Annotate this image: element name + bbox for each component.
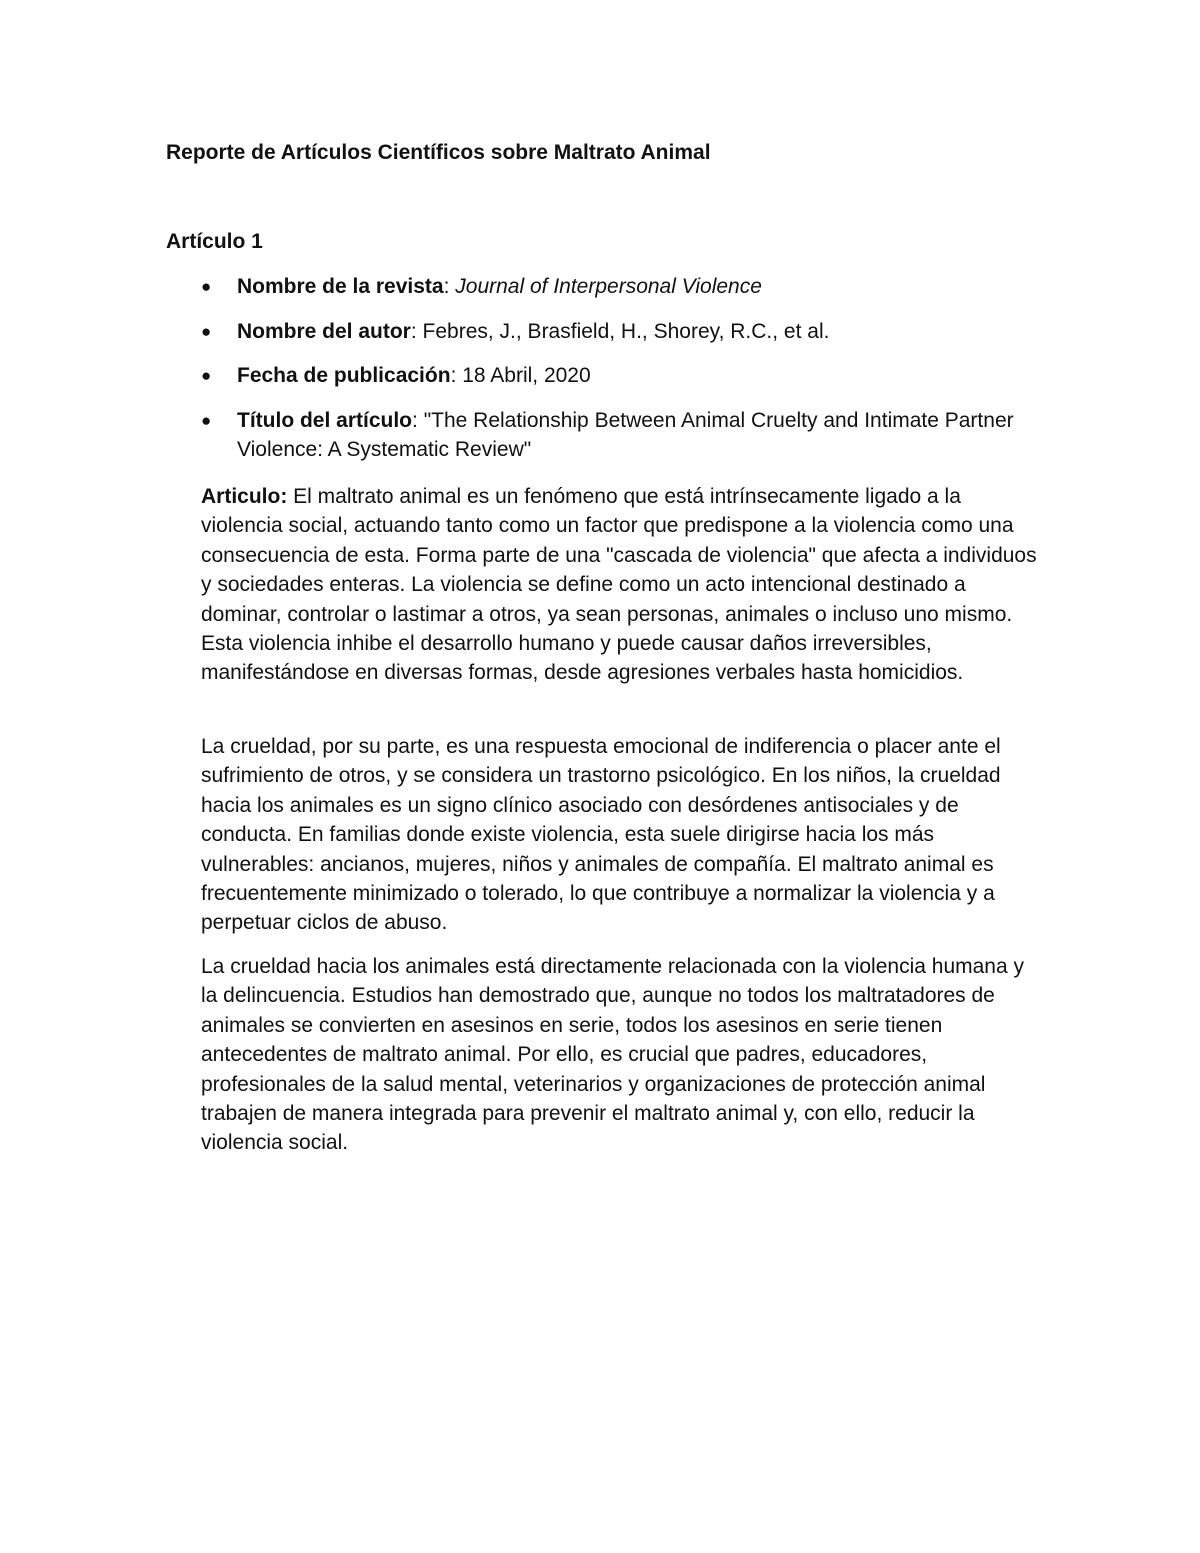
metadata-item-journal [200,272,1040,302]
bullet-icon: ● [201,321,212,341]
date-separator: : [450,364,463,387]
section-heading: Artículo 1 [166,230,263,253]
article-paragraph-3: La crueldad hacia los animales está directamente relacionada con la violencia humana y la delincuencia. Estudios han demostrado que, aunque no todos los maltratadores de animales se convierten en asesinos en serie, todos los asesinos en serie tienen antecedentes de maltrato animal. Por ello, es crucial que padres, educadores, profesionales de la salud mental, veterinarios y organizaciones de protección animal trabajen de manera integrada para prevenir el maltrato animal y, con ello, reducir la violencia social. [201,955,1024,1155]
metadata-item-author [200,317,1040,347]
author-separator: : [410,319,423,343]
article-body-label: Articulo: [201,485,288,508]
article-title-label: Título del artículo [237,408,413,432]
date-value: 18 Abril, 2020 [462,364,591,387]
article-paragraph-1-text: El maltrato animal es un fenómeno que está intrínsecamente ligado a la violencia social, actuando tanto como un factor que predispone a la violencia como una consecuencia de esta. Forma parte de una "cascada de violencia" que afecta a individuos y sociedades enteras. La violencia se define como un acto intencional destinado a dominar, controlar o lastimar a otros, ya sean personas, animales o incluso uno mismo. Esta violencia inhibe el desarrollo humano y puede causar daños irreversibles, manifestándose en diversas formas, desde agresiones verbales hasta homicidios. [201,485,1037,685]
author-label: Nombre del autor [237,319,411,343]
metadata-item-title [200,406,1040,465]
document-title: Reporte de Artículos Científicos sobre Maltrato Animal [166,141,711,164]
journal-separator: : [443,275,456,298]
journal-label: Nombre de la revista [237,275,444,298]
bullet-icon: ● [201,366,212,385]
article-metadata-list [200,272,1040,480]
article-paragraph-1 [201,482,1041,688]
article-title-value: "The Relationship Between Animal Cruelty and Intimate Partner Violence: A Systematic Review" [237,408,1014,461]
article-paragraph-2: La crueldad, por su parte, es una respuesta emocional de indiferencia o placer ante el sufrimiento de otros, y se considera un trastorno psicológico. En los niños, la crueldad hacia los animales es un signo clínico asociado con desórdenes antisociales y de conducta. En familias donde existe violencia, esta suele dirigirse hacia los más vulnerables: ancianos, mujeres, niños y animales de compañía. El maltrato animal es frecuentemente minimizado o tolerado, lo que contribuye a normalizar la violencia y a perpetuar ciclos de abuso. [201,735,1001,935]
journal-value: Journal of Interpersonal Violence [455,275,762,298]
metadata-item-date [200,361,1040,391]
date-label: Fecha de publicación [237,364,451,387]
bullet-icon: ● [201,410,212,430]
author-value: Febres, J., Brasfield, H., Shorey, R.C., et al. [422,319,830,343]
article-title-separator: : [412,408,424,432]
bullet-icon: ● [201,277,212,296]
